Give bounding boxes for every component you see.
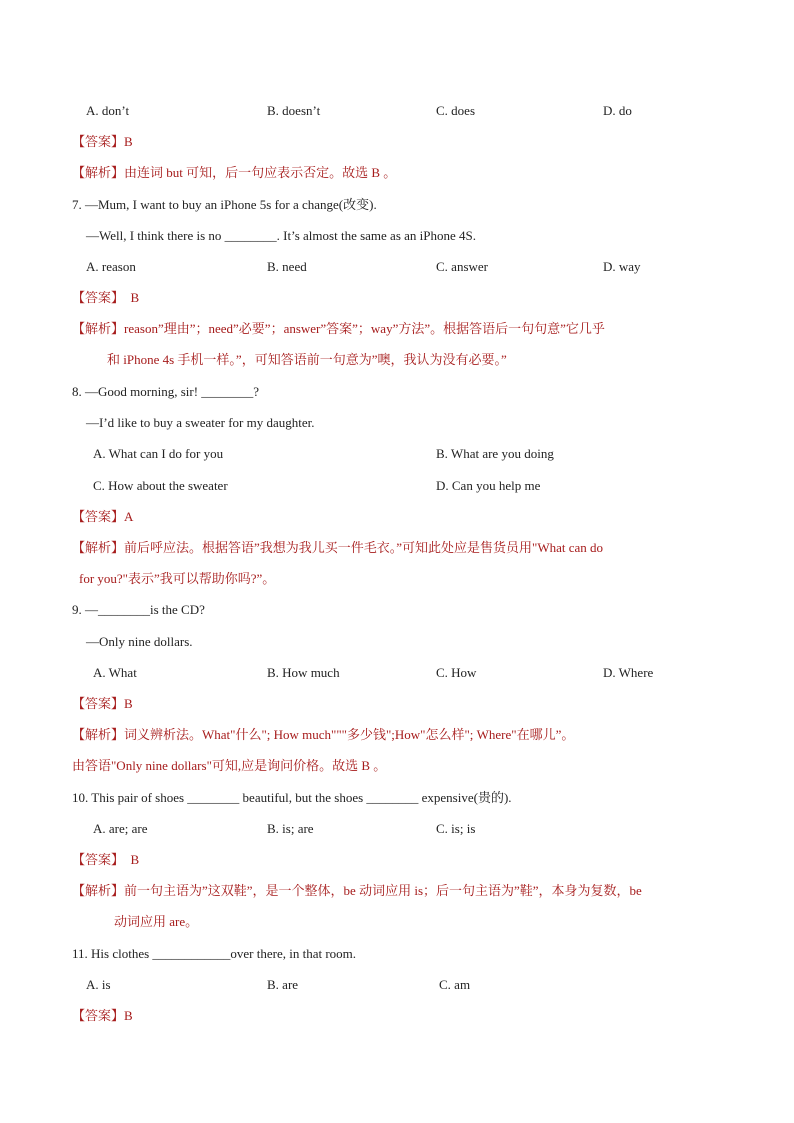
q7-option-b: B. need: [267, 259, 307, 274]
q10-answer-line: [72, 852, 139, 868]
answer-label: 【答案】: [72, 290, 125, 305]
q8-option-b: B. What are you doing: [436, 446, 554, 461]
q10-analysis-line: [72, 883, 642, 899]
q7-stem-response: —Well, I think there is no ________. It’s almost the same as an iPhone 4S.: [86, 228, 476, 243]
q6-option-b: B. doesn’t: [267, 103, 321, 118]
q7-analysis-line: [72, 321, 605, 337]
q10-option-b: B. is; are: [267, 821, 314, 836]
q8-answer-line: [72, 509, 133, 525]
q11-stem: 11. His clothes ____________over there, in that room.: [72, 946, 357, 961]
q6-option-d: D. do: [603, 103, 632, 118]
q9-option-a: A. What: [93, 665, 137, 680]
q9-stem: 9. —________is the CD?: [72, 602, 205, 617]
q11-option-c: C. am: [439, 977, 471, 992]
q10-analysis-continued: 动词应用 are。: [114, 914, 199, 929]
q9-option-d: D. Where: [603, 665, 654, 680]
answer-value: A: [124, 509, 134, 524]
answer-label: 【答案】: [72, 509, 125, 524]
analysis-label: 【解析】: [72, 883, 125, 898]
q9-answer-line: [72, 696, 133, 712]
analysis-text: 由连词 but 可知，后一句应表示否定。故选 B 。: [124, 165, 397, 180]
q6-analysis-line: [72, 165, 396, 181]
q9-option-c: C. How: [436, 665, 477, 680]
answer-label: 【答案】: [72, 852, 125, 867]
q6-option-c: C. does: [436, 103, 475, 118]
q7-option-a: A. reason: [86, 259, 136, 274]
answer-value: B: [124, 134, 133, 149]
q8-option-d: D. Can you help me: [436, 478, 541, 493]
q6-option-a: A. don’t: [86, 103, 130, 118]
q7-analysis-continued: 和 iPhone 4s 手机一样。”，可知答语前一句意为”噢，我认为没有必要。”: [107, 352, 507, 367]
q11-option-b: B. are: [267, 977, 299, 992]
q11-option-a: A. is: [86, 977, 111, 992]
q7-option-d: D. way: [603, 259, 641, 274]
q9-analysis-line: [72, 727, 574, 743]
answer-label: 【答案】: [72, 134, 125, 149]
answer-label: 【答案】: [72, 696, 125, 711]
analysis-text: 词义辨析法。What"什么"; How much"""多少钱";How"怎么样"; Where"在哪儿”。: [124, 727, 575, 742]
answer-value: B: [124, 1008, 133, 1023]
q10-option-c: C. is; is: [436, 821, 476, 836]
q9-stem-response: —Only nine dollars.: [86, 634, 193, 649]
q9-analysis-continued: 由答语"Only nine dollars"可知,应是询问价格。故选 B 。: [72, 758, 387, 773]
q8-stem: 8. —Good morning, sir! ________?: [72, 384, 260, 399]
q9-option-b: B. How much: [267, 665, 340, 680]
analysis-text: 前一句主语为”这双鞋”，是一个整体，be 动词应用 is；后一句主语为”鞋”，本身为复数，be: [124, 883, 642, 898]
q10-option-a: A. are; are: [93, 821, 148, 836]
q8-option-a: A. What can I do for you: [93, 446, 224, 461]
q7-option-c: C. answer: [436, 259, 488, 274]
q6-answer-line: [72, 134, 133, 150]
q8-analysis-line: [72, 540, 603, 556]
analysis-label: 【解析】: [72, 321, 125, 336]
q8-stem-response: —I’d like to buy a sweater for my daughter.: [86, 415, 315, 430]
answer-value: B: [130, 852, 140, 867]
answer-value: B: [124, 696, 133, 711]
q8-analysis-continued: for you?"表示”我可以帮助你吗?”。: [79, 571, 276, 586]
analysis-label: 【解析】: [72, 540, 125, 555]
answer-label: 【答案】: [72, 1008, 125, 1023]
q7-stem: 7. —Mum, I want to buy an iPhone 5s for a change(改变).: [72, 197, 377, 212]
answer-value: B: [130, 290, 140, 305]
analysis-text: 前后呼应法。根据答语”我想为我儿买一件毛衣。”可知此处应是售货员用"What can do: [124, 540, 604, 555]
analysis-text: reason”理由”；need”必要”；answer”答案”；way”方法”。根据答语后一句句意”它几乎: [124, 321, 605, 336]
q11-answer-line: [72, 1008, 133, 1024]
q8-option-c: C. How about the sweater: [93, 478, 228, 493]
analysis-label: 【解析】: [72, 727, 125, 742]
q10-stem: 10. This pair of shoes ________ beautiful, but the shoes ________ expensive(贵的).: [72, 790, 512, 805]
q7-answer-line: [72, 290, 139, 306]
analysis-label: 【解析】: [72, 165, 125, 180]
